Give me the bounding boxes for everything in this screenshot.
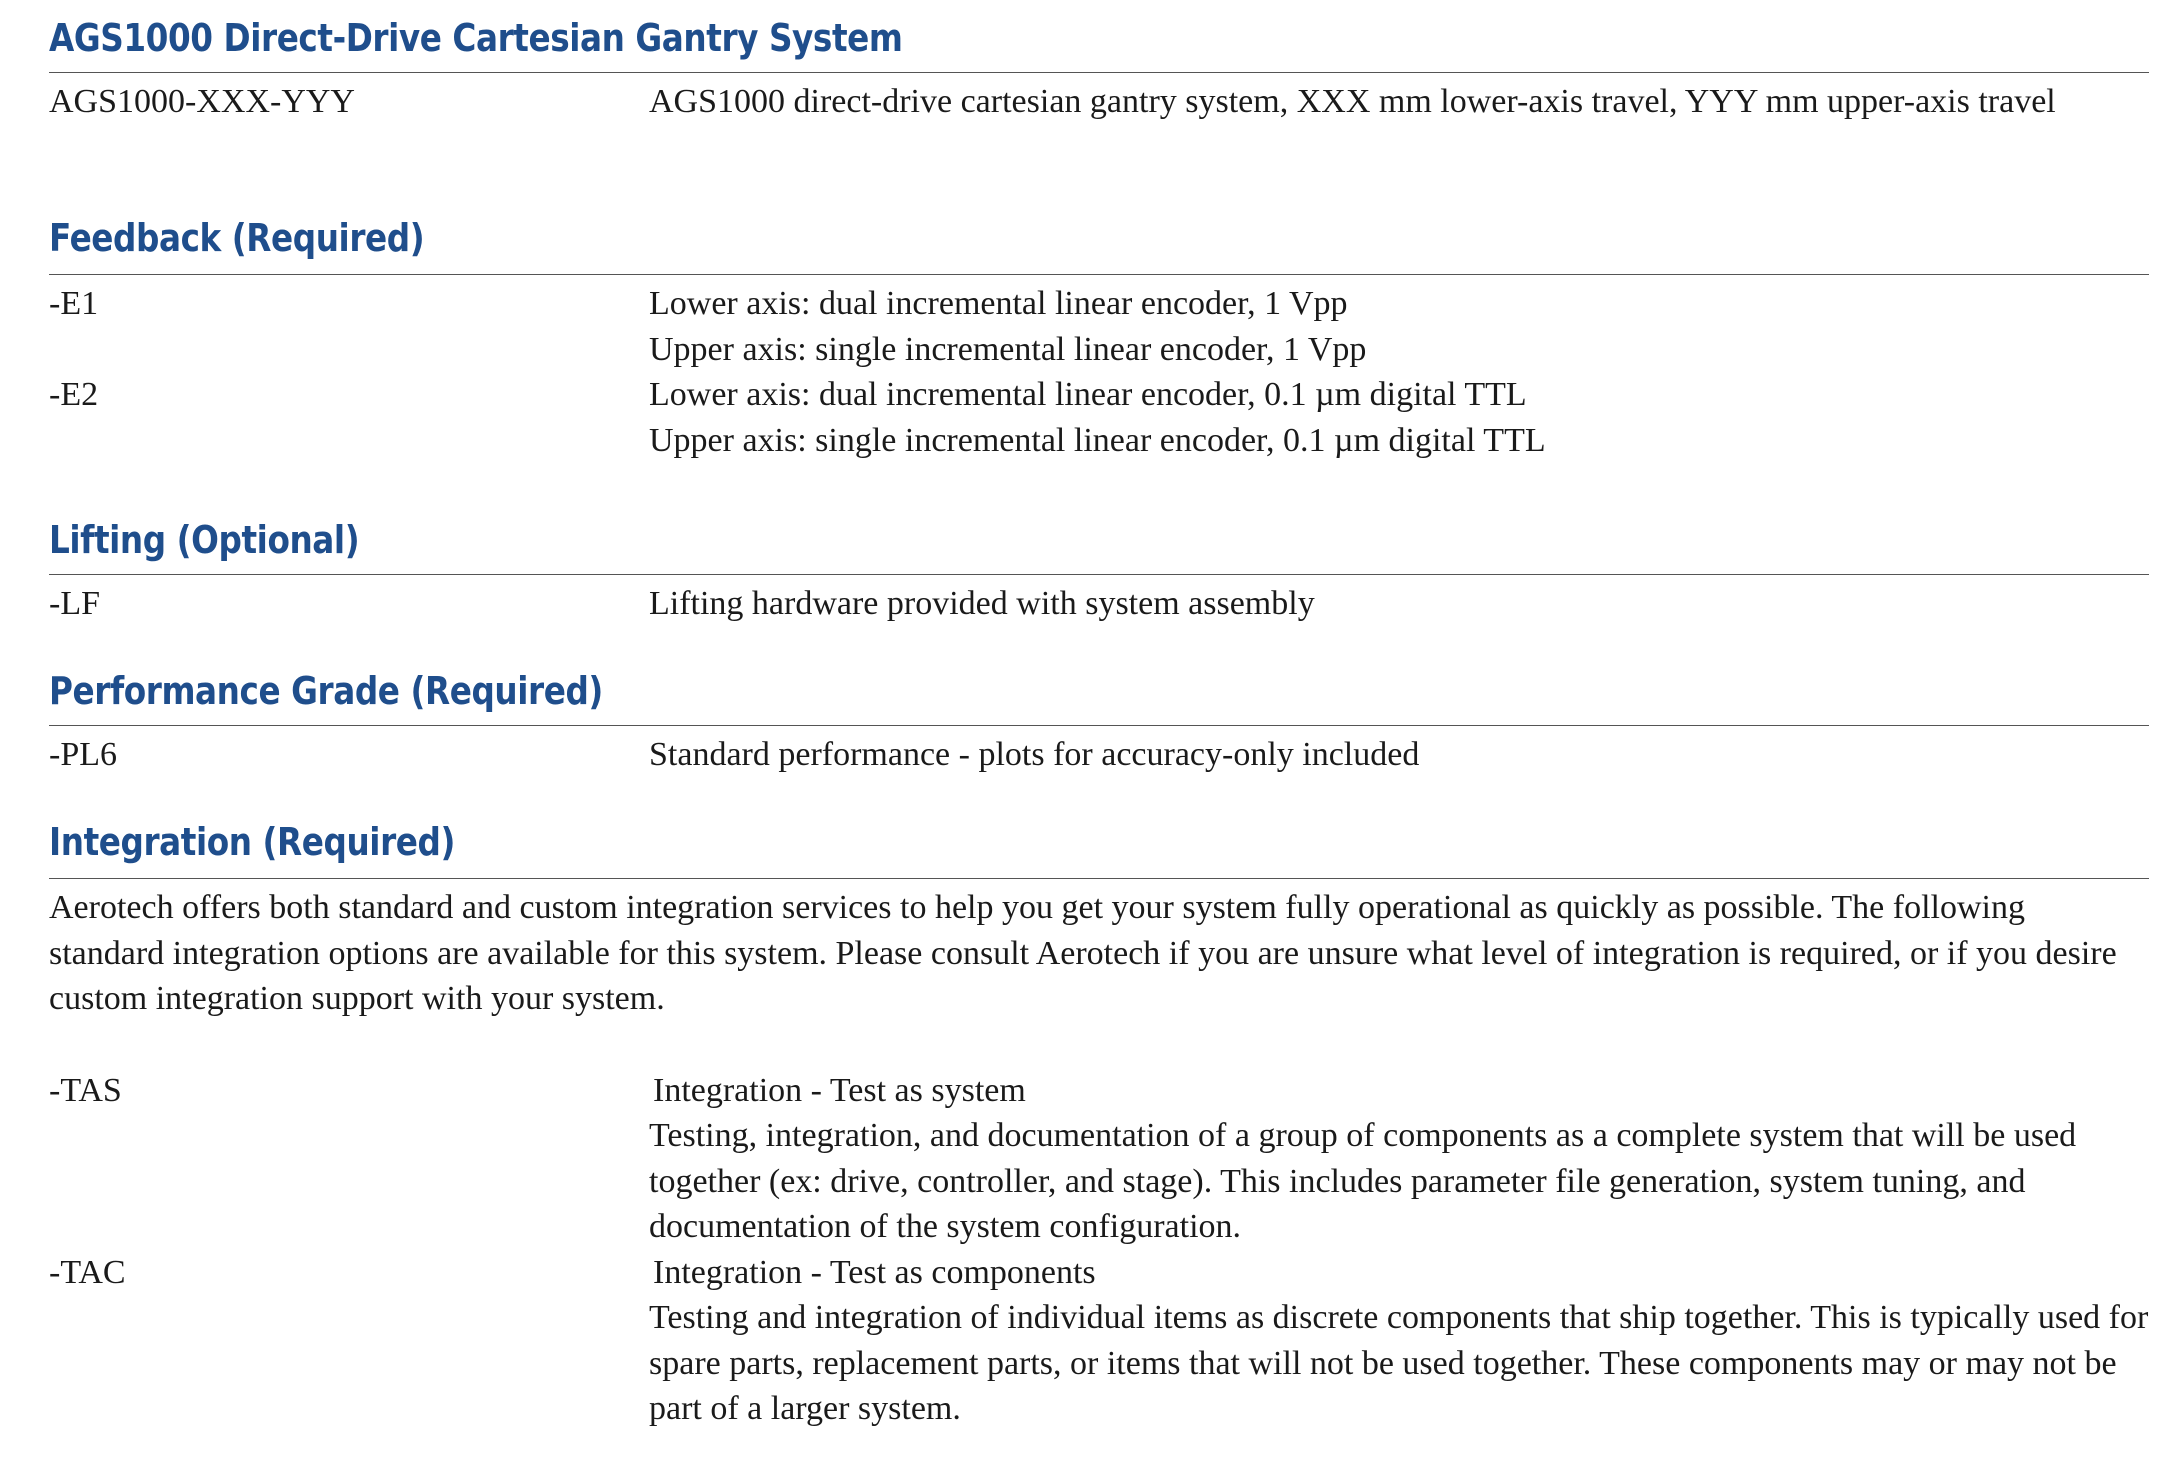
section-divider [49, 274, 2149, 275]
description-line: Testing and integration of individual items as discrete components that ship together. This is typically used for spare parts, replacement parts, or items that will not be used together. These components may or may not be part of a larger system. [649, 1299, 2149, 1427]
section-title: Feedback (Required) [49, 216, 425, 260]
section-title: Integration (Required) [49, 820, 455, 864]
option-row [49, 1250, 2149, 1432]
section-divider [49, 574, 2149, 575]
option-subtitle: Integration - Test as system [653, 1071, 1026, 1109]
description-line: Upper axis: single incremental linear encoder, 0.1 µm digital TTL [649, 421, 1546, 459]
option-description [649, 1068, 2149, 1250]
section-title: Lifting (Optional) [49, 518, 360, 562]
option-description [649, 372, 2149, 463]
description-line: AGS1000 direct-drive cartesian gantry system, XXX mm lower-axis travel, YYY mm upper-axis travel [649, 83, 2056, 120]
option-code: -LF [49, 585, 100, 622]
section-divider [49, 725, 2149, 726]
integration-intro: Aerotech offers both standard and custom integration services to help you get your system fully operational as quickly as possible. The following standard integration options are available for this system. Please consult Aerotech if you are unsure what level of integration is required, or if you desire custom integration support with your system. [49, 889, 2117, 1017]
description-line: Standard performance - plots for accuracy-only included [649, 736, 1420, 773]
option-row [49, 79, 2149, 125]
option-code: -TAC [49, 1253, 126, 1291]
section-feedback [49, 214, 2149, 463]
option-code: -E2 [49, 376, 99, 413]
section-system [49, 14, 2149, 125]
option-code: AGS1000-XXX-YYY [49, 83, 355, 120]
option-row [49, 1068, 2149, 1250]
description-line: Testing, integration, and documentation of a group of components as a complete system that will be used together (ex: drive, controller, and stage). This includes parameter file generation, system tuning, and documentation of the system configuration. [649, 1117, 2077, 1245]
option-description [649, 732, 2149, 778]
option-code: -TAS [49, 1071, 122, 1109]
option-description [649, 1250, 2149, 1432]
section-integration [49, 818, 2149, 1432]
section-divider [49, 72, 2149, 73]
option-row [49, 581, 2149, 627]
section-lifting [49, 516, 2149, 627]
option-row [49, 732, 2149, 778]
section-title: AGS1000 Direct-Drive Cartesian Gantry System [49, 16, 903, 60]
option-description [649, 581, 2149, 627]
section-title: Performance Grade (Required) [49, 669, 603, 713]
description-line: Lower axis: dual incremental linear encoder, 0.1 µm digital TTL [649, 376, 1527, 413]
option-description [649, 281, 2149, 372]
option-description [649, 79, 2149, 125]
section-divider [49, 878, 2149, 879]
description-line: Lifting hardware provided with system assembly [649, 585, 1315, 622]
description-line: Upper axis: single incremental linear encoder, 1 Vpp [649, 330, 1367, 368]
option-row [49, 372, 2149, 463]
description-line: Lower axis: dual incremental linear encoder, 1 Vpp [649, 285, 1348, 322]
option-code: -E1 [49, 285, 99, 322]
option-subtitle: Integration - Test as components [653, 1253, 1096, 1291]
option-code: -PL6 [49, 736, 117, 773]
option-row [49, 281, 2149, 372]
section-performance-grade [49, 667, 2149, 778]
